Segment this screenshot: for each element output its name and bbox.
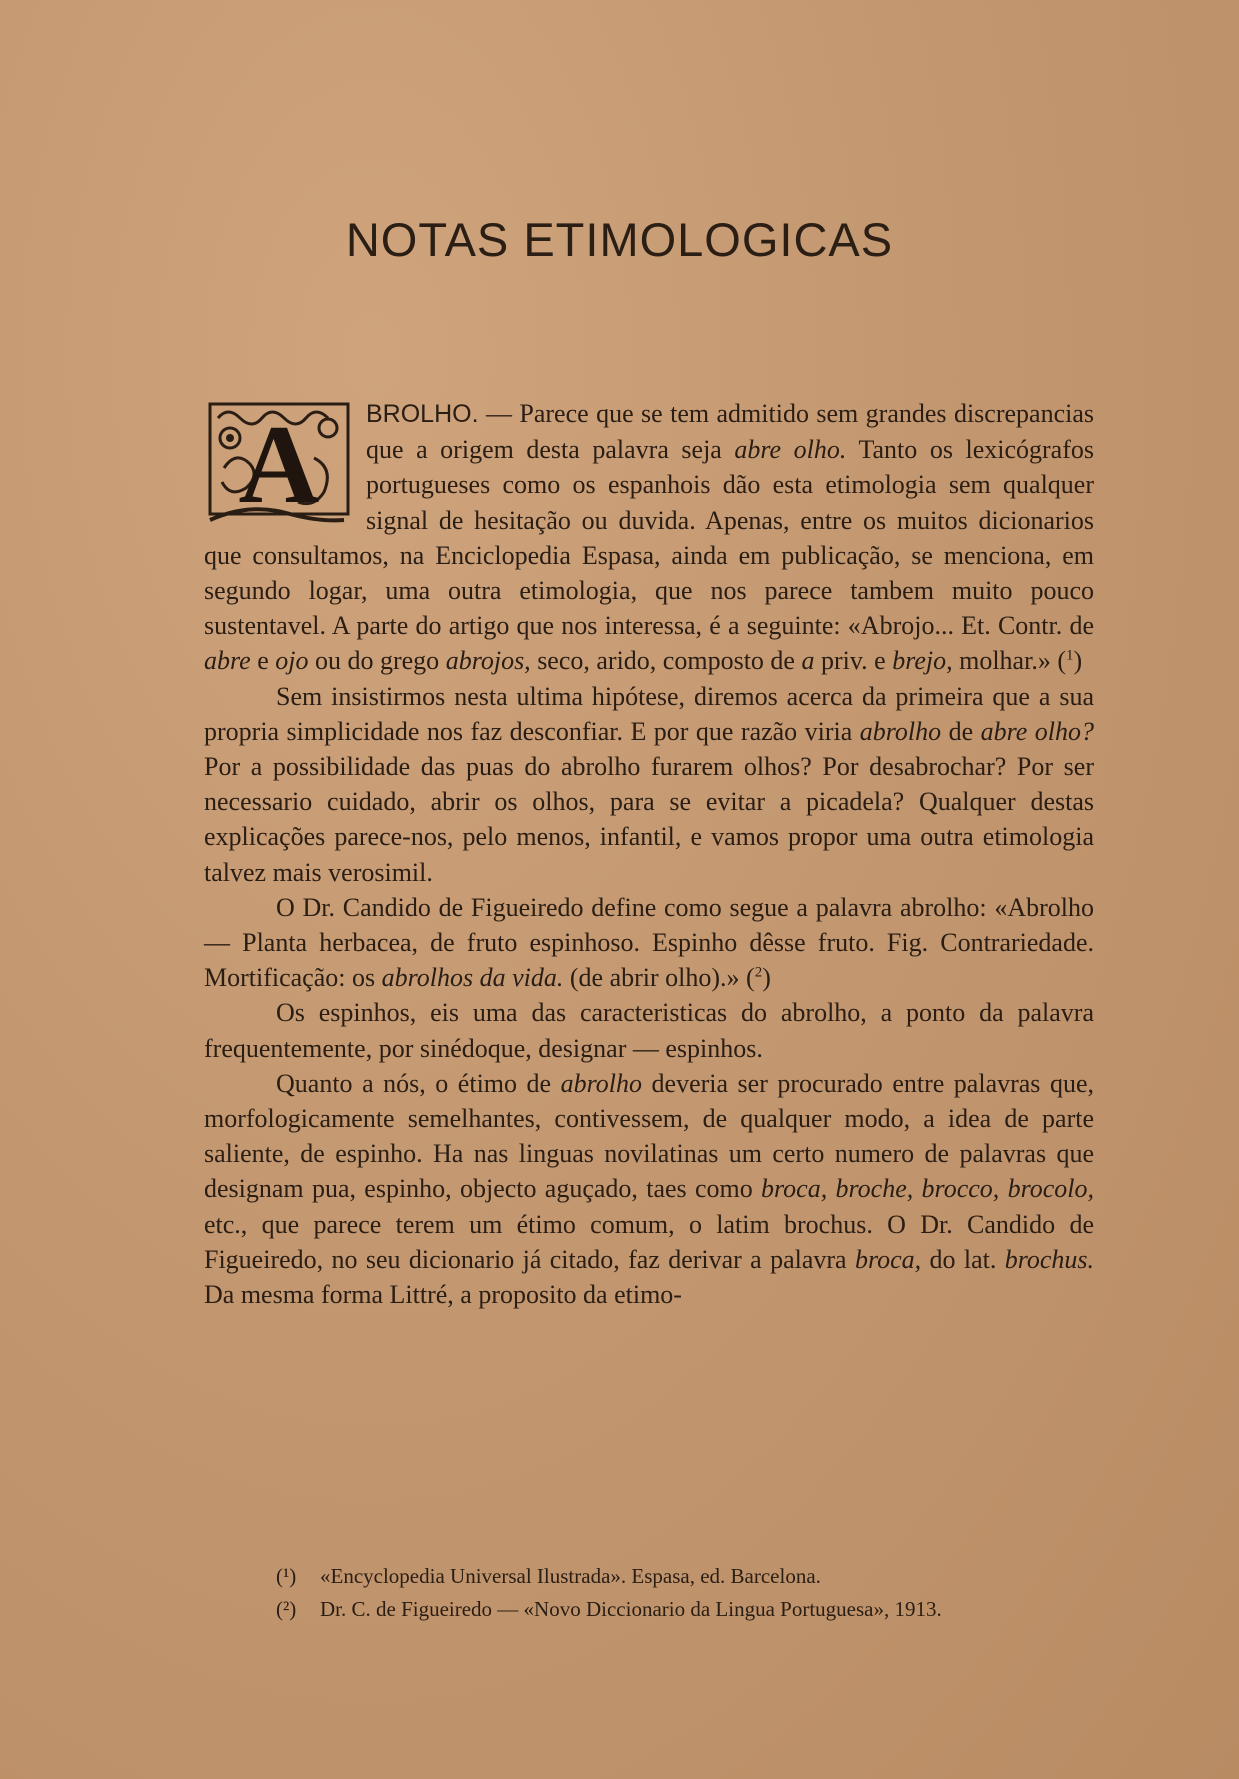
paragraph-5: Quanto a nós, o étimo de abrolho deveria ser procurado entre palavras que, morfologicamente semelhantes, contivessem, de qualquer modo, a idea de parte saliente, de espinho. Ha nas linguas novilatinas um certo numero de palavras que designam pua, espinho, objecto aguçado, taes como broca, broche, brocco, brocolo, etc., que parece terem um étimo comum, o latim brochus. O Dr. Candido de Figueiredo, no seu dicionario já citado, faz derivar a palavra broca, do lat. brochus. Da mesma forma Littré, a proposito da etimo-	[204, 1068, 1094, 1310]
paragraph-4: Os espinhos, eis uma das caracteristicas do abrolho, a ponto da palavra frequentemente, por sinédoque, designar — espinhos.	[204, 998, 1094, 1063]
dropcap-ornament-icon	[204, 398, 354, 533]
paragraph-3: O Dr. Candido de Figueiredo define como segue a palavra abrolho: «Abrolho — Planta herbacea, de fruto espinhoso. Espinho dêsse fruto. Fig. Contrariedade. Mortificação: os abrolhos da vida. (de abrir olho).» ($^2$)	[204, 892, 1094, 993]
footnote-ref-1: 1	[1065, 647, 1074, 664]
footnote-ref-2: 2	[754, 964, 763, 981]
paragraph-2: Sem insistirmos nesta ultima hipótese, diremos acerca da primeira que a sua propria simplicidade nos faz desconfiar. E por que razão viria abrolho de abre olho? Por a possibilidade das puas do abrolho furarem olhos? Por desabrochar? Por ser necessario cuidado, abrir os olhos, para se evitar a picadela? Qualquer destas explicações parece-nos, pelo menos, infantil, e vamos propor uma outra etimologia talvez mais verosimil.	[204, 681, 1095, 887]
footnotes	[276, 1560, 1116, 1626]
footnote-1: (¹) «Encyclopedia Universal Ilustrada». Espasa, ed. Barcelona.	[276, 1564, 821, 1588]
paragraph-1: A BROLHO. — Parece que se tem admitido sem grandes discrepancias que a origem desta palavra seja abre olho. Tanto os lexicógrafos portugueses como os espanhois dão esta etimologia sem qualquer signal de hesitação ou duvida. Apenas, entre os muitos dicionarios que consultamos, na Enciclopedia Espasa, ainda em publicação, se menciona, em segundo logar, uma outra etimologia, que nos parece tambem muito pouco sustentavel. A parte do artigo que nos interessa, é a seguinte: «Abrojo... Et. Contr. de abre e ojo ou do grego abrojos, seco, arido, composto de a priv. e brejo, molhar.» ($^1$)	[204, 399, 1094, 676]
article-body	[204, 396, 1094, 1312]
ornamental-dropcap	[204, 398, 354, 533]
dropcap-letter: A	[238, 403, 320, 527]
footnote-2: (²) Dr. C. de Figueiredo — «Novo Diccionario da Lingua Portuguesa», 1913.	[276, 1597, 942, 1621]
page-title: NOTAS ETIMOLOGICAS	[345, 213, 894, 266]
